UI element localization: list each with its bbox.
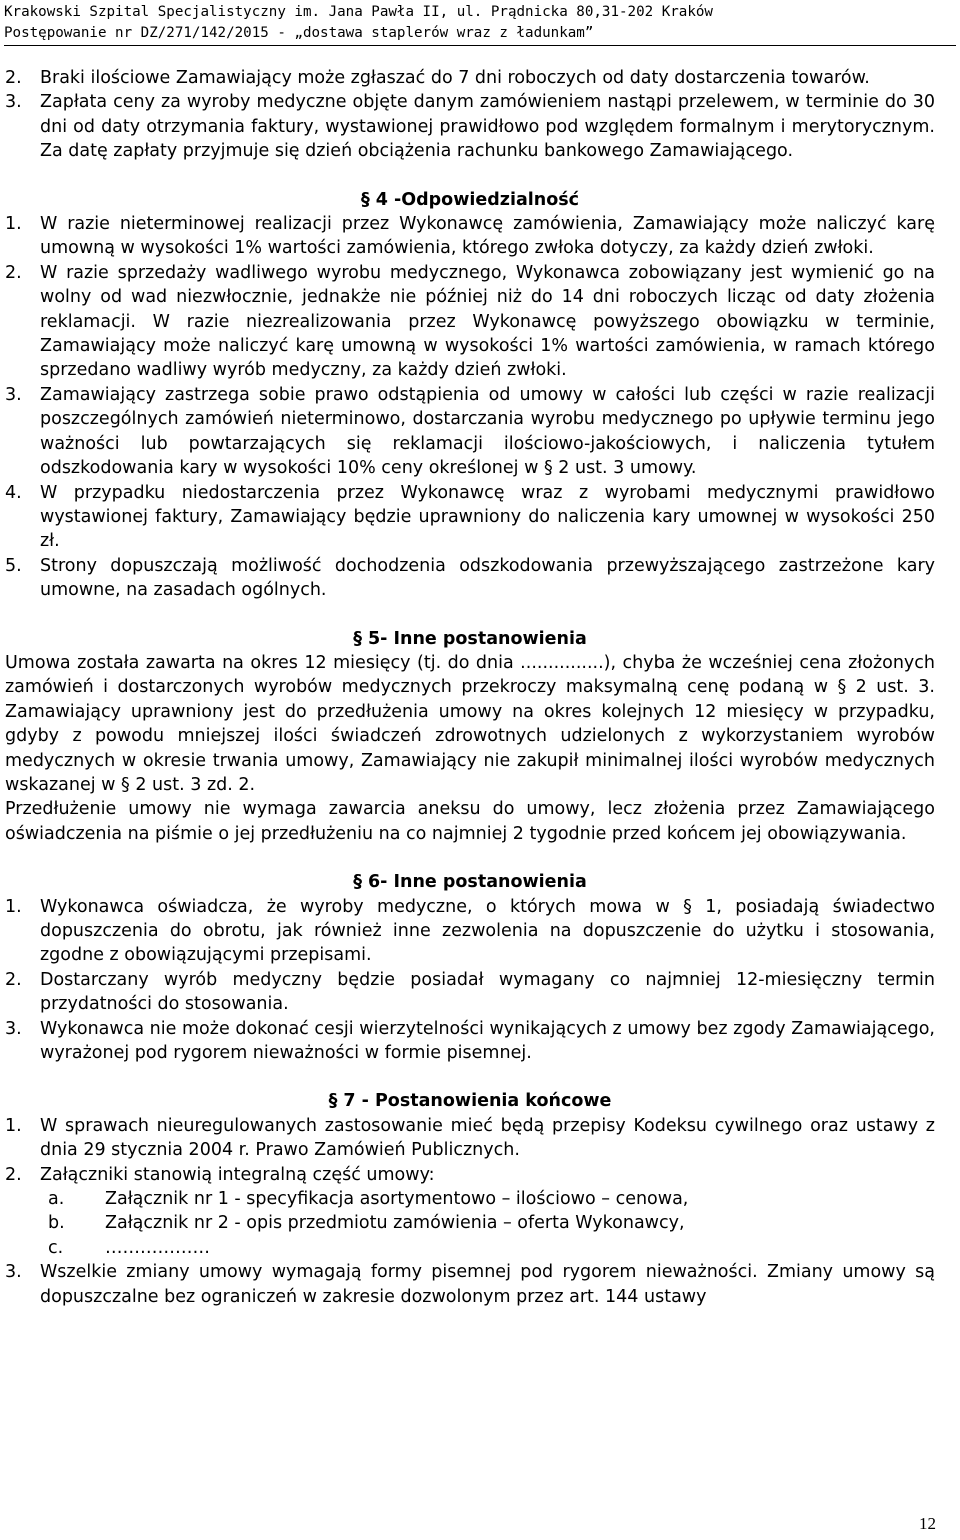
item-text: W sprawach nieuregulowanych zastosowanie mieć będą przepisy Kodeksu cywilnego oraz ustawy z dnia 29 stycznia 2004 r. Prawo Zamówień Publicznych. xyxy=(40,1115,935,1161)
list-item xyxy=(5,481,935,554)
sub-item-label: a. xyxy=(48,1189,65,1210)
section-symbol: § xyxy=(353,872,362,893)
list-item xyxy=(5,968,935,1017)
list-item xyxy=(5,1163,935,1187)
item-text: Zapłata ceny za wyroby medyczne objęte danym zamówieniem nastąpi przelewem, w terminie do 30 dni od daty otrzymania faktury, wystawionej prawidłowo pod względem formalnym i merytorycznym. Za datę zapłaty przyjmuje się dzień obciążenia rachunku bankowego Zamawiającego. xyxy=(40,92,935,162)
item-number: 3. xyxy=(5,92,22,113)
item-text: Wykonawca oświadcza, że wyroby medyczne, o których mowa w § 1, posiadają świadectwo dopuszczenia do obrotu, jak również inne zezwolenia na dopuszczenie do użytku i stosowania, zgodne z obowiązującymi przepisami. xyxy=(40,896,935,966)
document-body xyxy=(5,66,935,1309)
item-text: W razie nieterminowej realizacji przez Wykonawcę zamówienia, Zamawiający może naliczyć karę umowną w wysokości 1% wartości zamówienia, którego zwłoka dotyczy, za każdy dzień zwłoki. xyxy=(40,214,935,259)
sub-item-text: ……………… xyxy=(105,1237,210,1258)
item-number: 2. xyxy=(5,262,22,283)
section-title: 4 -Odpowiedzialność xyxy=(375,189,580,210)
item-number: 1. xyxy=(5,1115,22,1136)
list-item xyxy=(5,1260,935,1309)
item-text: Zamawiający zastrzega sobie prawo odstąpienia od umowy w całości lub części w razie realizacji poszczególnych zamówień nieterminowo, dostarczania wyrobu medycznego po upływie terminu jego ważności lub powtarzających się reklamacji ilościowo-jakościowych, i naliczenia tytułem odszkodowania kary w wysokości 10% ceny określonej w § 2 ust. 3 umowy. xyxy=(40,384,935,479)
section-7-heading xyxy=(5,1089,935,1113)
item-text: Wszelkie zmiany umowy wymagają formy pisemnej pod rygorem nieważności. Zmiany umowy są dopuszczalne bez ograniczeń w zakresie dozwolonym przez art. 144 ustawy xyxy=(40,1262,935,1307)
sub-list-item xyxy=(48,1236,935,1260)
section-symbol: § xyxy=(360,189,370,210)
item-text: Braki ilościowe Zamawiający może zgłaszać do 7 dni roboczych od daty dostarczenia towarów. xyxy=(40,68,870,88)
section-symbol: § xyxy=(353,628,362,649)
item-text: W razie sprzedaży wadliwego wyrobu medycznego, Wykonawca zobowiązany jest wymienić go na wolny od wad niezwłocznie, jednakże nie później niż do 14 dni roboczych licząc od daty złożenia reklamacji. W razie niezrealizowania przez Wykonawcę powyższego obowiązku w terminie, Zamawiający może naliczyć karę umowną w wysokości 1% wartości zamówienia, w ramach którego sprzedano wadliwy wyrób medyczny, za każdy dzień zwłoki. xyxy=(40,262,935,381)
item-text: Załączniki stanowią integralną część umowy: xyxy=(40,1164,435,1185)
item-number: 5. xyxy=(5,555,22,576)
item-number: 1. xyxy=(5,214,22,235)
item-number: 2. xyxy=(5,969,22,990)
item-number: 4. xyxy=(5,482,22,503)
section-title: 7 - Postanowienia końcowe xyxy=(343,1091,612,1112)
header-procedure: Postępowanie nr DZ/271/142/2015 - „dostawa staplerów wraz z ładunkam” xyxy=(4,25,594,41)
section-4-heading xyxy=(5,188,935,212)
section-title: 5- Inne postanowienia xyxy=(367,628,587,649)
item-text: Wykonawca nie może dokonać cesji wierzytelności wynikających z umowy bez zgody Zamawiającego, wyrażonej pod rygorem nieważności w formie pisemnej. xyxy=(40,1018,935,1064)
list-item xyxy=(5,383,935,481)
section-5-heading xyxy=(5,627,935,651)
section-title: 6- Inne postanowienia xyxy=(367,872,587,893)
item-text: W przypadku niedostarczenia przez Wykonawcę wraz z wyrobami medycznymi prawidłowo wystawionej faktury, Zamawiający będzie uprawniony do naliczenia kary umownej w wysokości 250 zł. xyxy=(40,482,935,552)
section-symbol: § xyxy=(328,1091,338,1112)
sub-list-item xyxy=(48,1211,935,1235)
header-hospital: Krakowski Szpital Specjalistyczny im. Jana Pawła II, ul. Prądnicka 80,31-202 Kraków xyxy=(4,4,713,20)
item-number: 3. xyxy=(5,1018,22,1039)
paragraph: Umowa została zawarta na okres 12 miesięcy (tj. do dnia ...............), chyba że wcześniej cena złożonych zamówień i dostarczonych wyrobów medycznych przekroczy maksymalną cenę podaną w § 2 ust. 3. Zamawiający uprawniony jest do przedłużenia umowy na okres kolejnych 12 miesięcy w przypadku, gdyby z powodu mniejszej ilości świadczeń zdrowotnych udzielonych z wykorzystaniem wyrobów medycznych w okresie trwania umowy, Zamawiający nie zakupił minimalnej ilości wyrobów medycznych wskazanej w § 2 ust. 3 zd. 2. xyxy=(5,652,935,795)
item-text: Strony dopuszczają możliwość dochodzenia odszkodowania przewyższającego zastrzeżone kary umowne, na zasadach ogólnych. xyxy=(40,555,935,601)
item-number: 2. xyxy=(5,1164,22,1185)
sub-item-label: c. xyxy=(48,1237,64,1258)
sub-item-text: Załącznik nr 2 - opis przedmiotu zamówienia – oferta Wykonawcy, xyxy=(105,1213,685,1234)
list-item xyxy=(5,261,935,383)
page-header xyxy=(4,2,956,46)
sub-list-item xyxy=(48,1187,935,1211)
item-number: 3. xyxy=(5,384,22,405)
list-item xyxy=(5,1114,935,1163)
sub-item-text: Załącznik nr 1 - specyfikacja asortymentowo – ilościowo – cenowa, xyxy=(105,1189,689,1210)
list-item xyxy=(5,895,935,968)
list-item xyxy=(5,66,935,90)
item-number: 3. xyxy=(5,1262,22,1283)
item-number: 2. xyxy=(5,68,22,88)
list-item xyxy=(5,212,935,261)
list-item xyxy=(5,554,935,603)
page-number: 12 xyxy=(919,1514,936,1533)
paragraph: Przedłużenie umowy nie wymaga zawarcia aneksu do umowy, lecz złożenia przez Zamawiającego oświadczenia na piśmie o jej przedłużeniu na co najmniej 2 tygodnie przed końcem jej obowiązywania. xyxy=(5,799,935,844)
list-item xyxy=(5,1017,935,1066)
item-number: 1. xyxy=(5,896,22,917)
item-text: Dostarczany wyrób medyczny będzie posiadał wymagany co najmniej 12-miesięczny termin przydatności do stosowania. xyxy=(40,969,935,1015)
list-item xyxy=(5,90,935,163)
sub-item-label: b. xyxy=(48,1213,65,1234)
section-6-heading xyxy=(5,870,935,894)
header-divider xyxy=(4,45,956,46)
